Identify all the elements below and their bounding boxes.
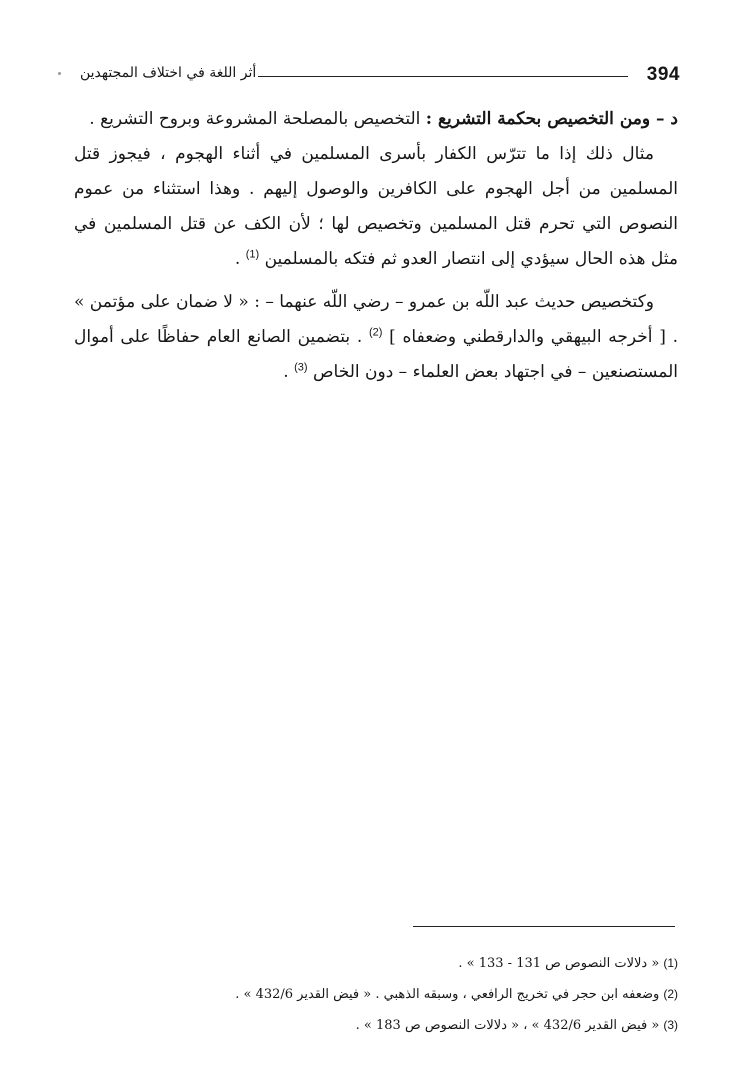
scan-speck [58,72,61,75]
footnote-2 [74,979,678,1010]
footnote-text: « دلالات النصوص ص 131 - 133 » . [458,956,660,971]
footnote-ref-1: (1) [245,248,260,261]
footnote-3 [74,1010,678,1041]
paragraph-2 [74,285,678,390]
section-heading-text: التخصيص بالمصلحة المشروعة وبروح التشريع . [89,109,426,129]
running-title: أثر اللغة في اختلاف المجتهدين [80,65,257,81]
paragraph-1 [74,137,678,277]
footnote-ref-2: (2) [368,326,383,339]
body-text [74,102,678,390]
paragraph-1-end: . [234,249,246,269]
paragraph-2-end: . [283,362,295,382]
paragraph-2-text-b: . بتضمين الصانع العام حفاظًا على أموال المستصنعين – في اجتهاد بعض العلماء – دون الخاص [74,327,678,382]
running-header [80,62,680,90]
footnote-text: « فيض القدير 432/6 » ، « دلالات النصوص ص 183 » . [355,1018,660,1033]
section-heading [74,102,678,137]
footnote-text: وضعفه ابن حجر في تخريج الرافعي ، وسبقه الذهبي . « فيض القدير 432/6 » . [235,987,660,1002]
paragraph-2-text-a: وكتخصيص حديث عبد اللّه بن عمرو – رضي اللّه عنهما – : « لا ضمان على مؤتمن » . [ أخرجه البيهقي والدارقطني وضعفاه ] [74,292,678,347]
header-rule [258,76,628,77]
footnote-1 [74,948,678,979]
footnote-number: (2) [663,987,678,1001]
paragraph-1-text: مثال ذلك إذا ما تترّس الكفار بأسرى المسلمين في أثناء الهجوم ، فيجوز قتل المسلمين من أجل الهجوم على الكافرين والوصول إليهم . وهذا استثناء من عموم النصوص التي تحرم قتل المسلمين وتخصيص لها ؛ لأن الكف عن قتل المسلمين في مثل هذه الحال سيؤدي إلى انتصار العدو ثم فتكه بالمسلمين [74,144,678,269]
footnote-number: (3) [663,1018,678,1032]
footnote-number: (1) [663,956,678,970]
footnote-separator [413,926,675,927]
section-heading-label: د – ومن التخصيص بحكمة التشريع : [425,109,678,129]
footnotes [74,948,678,1041]
page-number: 394 [646,64,680,85]
footnote-ref-3: (3) [294,361,308,374]
